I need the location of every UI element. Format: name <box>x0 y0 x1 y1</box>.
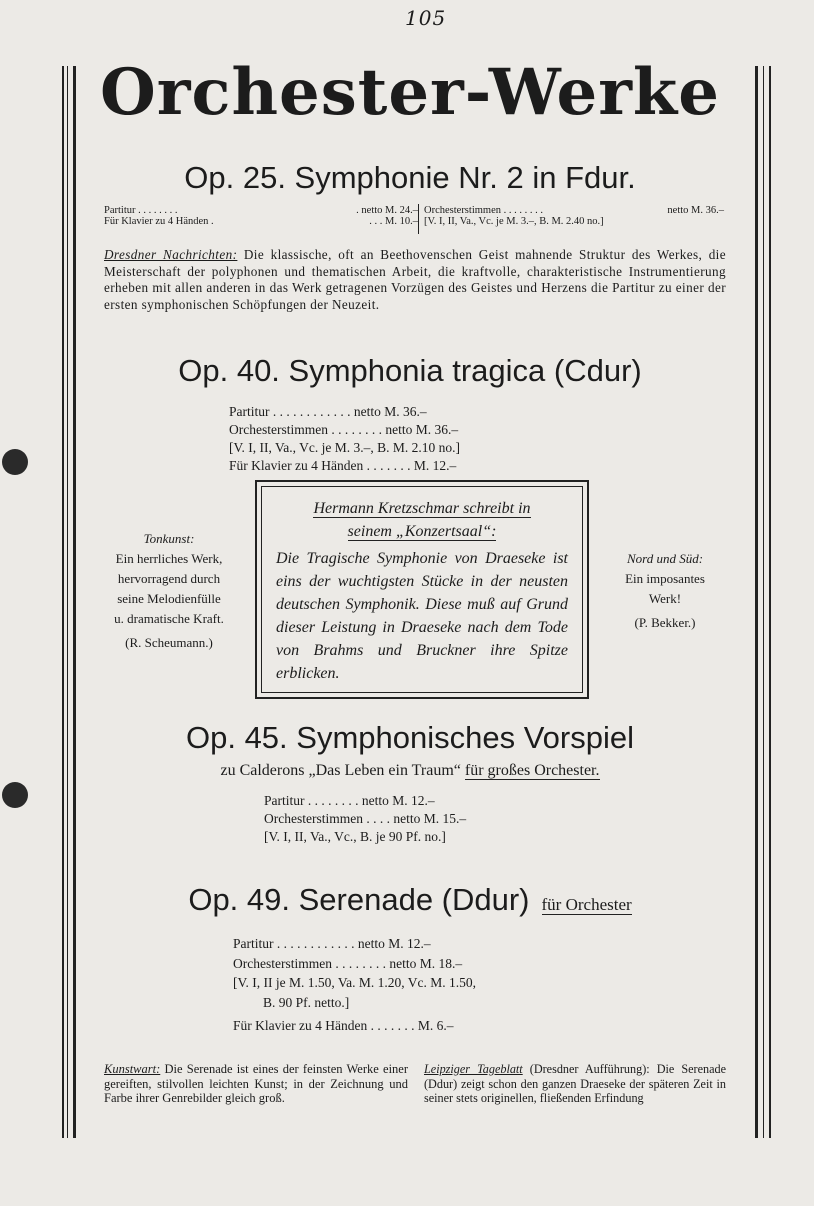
kretzschmar-quote-box <box>255 480 589 699</box>
op45-heading: Op. 45. Symphonisches Vorspiel <box>185 720 635 755</box>
op40-left-source: Tonkunst: <box>143 531 195 546</box>
op45-price-line: Orchesterstimmen . . . . netto M. 15.– <box>264 811 467 826</box>
op49-price-line: Orchesterstimmen . . . . . . . . netto M. 18.– <box>233 955 463 971</box>
op40-price-line: Partitur . . . . . . . . . . . . netto M. 36.– <box>229 404 427 419</box>
op40-right-line: (P. Bekker.) <box>634 615 696 630</box>
op25-price-label: Partitur . . . . . . . . <box>104 205 178 216</box>
kretzschmar-quote-inner <box>261 486 583 693</box>
op49-left-review <box>104 1062 408 1106</box>
op49-price-line: B. 90 Pf. netto.] <box>263 994 350 1010</box>
left-border-rule-outer <box>62 66 64 1138</box>
op45-price-line: Partitur . . . . . . . . netto M. 12.– <box>264 793 435 808</box>
op49-price-list <box>233 934 476 1036</box>
op45-price-line: [V. I, II, Va., Vc., B. je 90 Pf. no.] <box>264 829 446 844</box>
op49-right-review <box>424 1062 726 1106</box>
op40-price-line: Orchesterstimmen . . . . . . . . netto M. 36.– <box>229 422 459 437</box>
box-heading-line2: seinem „Konzertsaal“: <box>347 523 497 540</box>
op49-heading-row <box>90 882 730 918</box>
op40-right-line: Werk! <box>648 591 682 606</box>
right-border-rule-mid <box>763 66 764 1138</box>
op49-right-text: (Dresdner Aufführung): Die Serenade (Ddur) zeigt schon den ganzen Draeseke der späteren Zeit in seiner stets originellen, fließenden Erfindung <box>424 1062 727 1105</box>
op40-heading: Op. 40. Symphonia tragica (Cdur) <box>178 353 642 388</box>
op25-heading: Op. 25. Symphonie Nr. 2 in Fdur. <box>184 160 636 195</box>
op40-left-line: (R. Scheumann.) <box>125 635 213 650</box>
op49-left-text: Die Serenade ist eines der feinsten Werke einer gereiften, stilvollen leichten Kunst; in der Zeichnung und Farbe ihrer Genrebilder gleich groß. <box>104 1062 408 1105</box>
op45-subtitle-a: zu Calderons „Das Leben ein Traum“ <box>220 762 461 779</box>
op45-price-list <box>264 792 466 846</box>
op40-price-line: [V. I, II, Va., Vc. je M. 3.–, B. M. 2.10 no.] <box>229 440 460 455</box>
punch-hole-bottom <box>2 782 28 808</box>
left-border-rule-inner <box>73 66 76 1138</box>
op25-price-value: . netto M. 24.– <box>356 205 418 216</box>
right-border-rule-outer <box>769 66 771 1138</box>
op40-left-quote <box>96 529 242 653</box>
op25-review <box>104 247 726 313</box>
op49-heading-suffix: für Orchester <box>541 895 632 914</box>
op40-left-line: u. dramatische Kraft. <box>114 611 224 626</box>
op25-review-text: Die klassische, oft an Beethovenschen Geist mahnende Struktur des Werkes, die Meisterschaft der polyphonen und thematischen Arbeit, die kraftvolle, charakteristische Instrumentierung erheben mit allen anderen in das Werk getragenen Vorzügen des Geistes und Herzens die Partitur zu einer der ersten symphonischen Schöpfungen der Neuzeit. <box>104 247 726 312</box>
op40-left-line: Ein herrliches Werk, <box>115 551 223 566</box>
op40-left-line: seine Melodienfülle <box>117 591 221 606</box>
op25-price-right <box>424 205 724 227</box>
page-title: Orchester-Werke <box>100 55 720 130</box>
op25-price-value: . . . M. 10.– <box>369 216 418 227</box>
op49-left-source: Kunstwart: <box>104 1062 161 1076</box>
op40-right-quote <box>600 549 730 633</box>
box-heading-line1: Hermann Kretzschmar schreibt in <box>313 500 531 517</box>
op25-review-source: Dresdner Nachrichten: <box>104 247 238 262</box>
op25-price-left <box>104 205 418 227</box>
op40-left-line: hervorragend durch <box>117 571 221 586</box>
op45-subtitle-b: für großes Orchester. <box>464 762 600 779</box>
op25-price-label: Orchesterstimmen . . . . . . . . <box>424 205 543 216</box>
right-border-rule-inner <box>755 66 758 1138</box>
left-border-rule-mid <box>67 66 68 1138</box>
op40-right-line: Ein imposantes <box>625 571 705 586</box>
op49-heading: Op. 49. Serenade (Ddur) <box>188 882 530 917</box>
op40-price-list <box>229 403 460 475</box>
op49-price-line: Für Klavier zu 4 Händen . . . . . . . M. 6.– <box>233 1018 454 1033</box>
op49-right-source: Leipziger Tageblatt <box>424 1062 523 1076</box>
op45-subtitle <box>90 762 730 780</box>
op25-price-divider <box>418 204 419 234</box>
box-quote-text: Die Tragische Symphonie von Draeseke ist eins der wuchtigsten Stücke in der neusten deutschen Symphonik. Diese muß auf Grund dieser Leistung in Draeseke nach dem Tode von Brahms und Bruckner ihre Spitze erblicken. <box>276 550 568 682</box>
op49-price-line: Partitur . . . . . . . . . . . . netto M. 12.– <box>233 936 431 951</box>
punch-hole-top <box>2 449 28 475</box>
page-number: 105 <box>405 6 447 30</box>
op25-price-note: [V. I, II, Va., Vc. je M. 3.–, B. M. 2.40 no.] <box>424 216 604 227</box>
op40-price-line: Für Klavier zu 4 Händen . . . . . . . M. 12.– <box>229 458 457 473</box>
op25-price-value: netto M. 36.– <box>667 205 724 216</box>
op25-price-label: Für Klavier zu 4 Händen . <box>104 216 214 227</box>
op49-price-line: [V. I, II je M. 1.50, Va. M. 1.20, Vc. M. 1.50, <box>233 975 476 990</box>
op40-right-source: Nord und Süd: <box>626 551 704 566</box>
